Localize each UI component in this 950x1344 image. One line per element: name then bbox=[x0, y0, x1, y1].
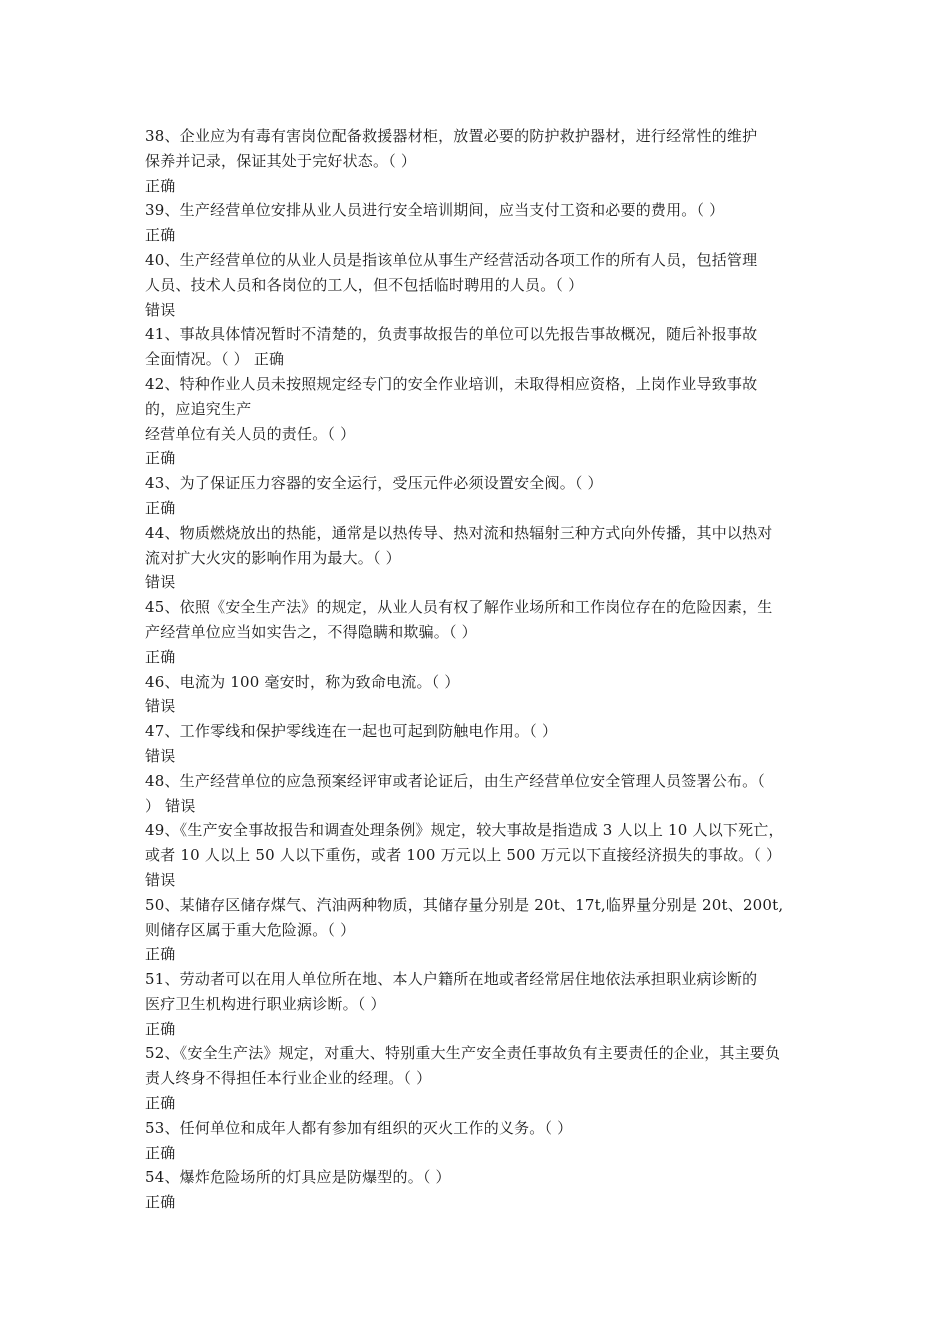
text-line: ） 错误 bbox=[145, 796, 196, 815]
text-line: 医疗卫生机构进行职业病诊断。（ ） bbox=[145, 994, 386, 1013]
answer-line: 正确 bbox=[145, 498, 176, 517]
text-line: 44、物质燃烧放出的热能，通常是以热传导、热对流和热辐射三种方式向外传播，其中以热对 bbox=[145, 523, 773, 542]
answer-line: 正确 bbox=[145, 176, 176, 195]
text-line: 41、事故具体情况暂时不清楚的，负责事故报告的单位可以先报告事故概况，随后补报事故 bbox=[145, 325, 758, 344]
text-line: 50、某储存区储存煤气、汽油两种物质，其储存量分别是 20t、17t,临界量分别是 20t、200t, bbox=[145, 895, 784, 914]
answer-line: 错误 bbox=[145, 573, 176, 592]
text-line: 54、爆炸危险场所的灯具应是防爆型的。（ ） bbox=[145, 1168, 451, 1187]
text-line: 38、企业应为有毒有害岗位配备救援器材柜，放置必要的防护救护器材，进行经常性的维护 bbox=[145, 127, 758, 145]
text-line: 保养并记录，保证其处于完好状态。（ ） bbox=[145, 151, 417, 170]
answer-line: 正确 bbox=[145, 226, 176, 245]
text-line: 51、劳动者可以在用人单位所在地、本人户籍所在地或者经常居住地依法承担职业病诊断的 bbox=[145, 970, 758, 989]
text-line: 或者 10 人以上 50 人以下重伤，或者 100 万元以上 500 万元以下直接经济损失的事故。（ ） bbox=[145, 846, 782, 865]
text-line: 42、特种作业人员未按照规定经专门的安全作业培训，未取得相应资格，上岗作业导致事故 bbox=[145, 374, 758, 393]
text-line: 43、为了保证压力容器的安全运行，受压元件必须设置安全阀。（ ） bbox=[145, 474, 603, 493]
text-line: 全面情况。（ ） 正确 bbox=[145, 350, 285, 369]
answer-line: 正确 bbox=[145, 1143, 176, 1162]
text-line: 经营单位有关人员的责任。（ ） bbox=[145, 424, 356, 443]
answer-line: 错误 bbox=[145, 746, 176, 765]
text-line: 40、生产经营单位的从业人员是指该单位从事生产经营活动各项工作的所有人员，包括管理 bbox=[145, 250, 758, 269]
answer-line: 错误 bbox=[145, 870, 176, 889]
text-line: 47、工作零线和保护零线连在一起也可起到防触电作用。（ ） bbox=[145, 722, 558, 741]
text-line: 产经营单位应当如实告之，不得隐瞒和欺骗。（ ） bbox=[145, 622, 477, 641]
text-line: 53、任何单位和成年人都有参加有组织的灭火工作的义务。（ ） bbox=[145, 1118, 573, 1137]
text-line: 人员、技术人员和各岗位的工人，但不包括临时聘用的人员。（ ） bbox=[145, 275, 584, 294]
answer-line: 错误 bbox=[145, 300, 176, 319]
text-line: 46、电流为 100 毫安时，称为致命电流。（ ） bbox=[145, 672, 460, 691]
answer-line: 正确 bbox=[145, 945, 176, 964]
text-line: 则储存区属于重大危险源。（ ） bbox=[145, 920, 356, 939]
text-line: 39、生产经营单位安排从业人员进行安全培训期间，应当支付工资和必要的费用。（ ） bbox=[145, 201, 725, 220]
text-line: 48、生产经营单位的应急预案经评审或者论证后，由生产经营单位安全管理人员签署公布。（ bbox=[145, 771, 765, 790]
answer-line: 正确 bbox=[145, 647, 176, 666]
text-line: 45、依照《安全生产法》的规定，从业人员有权了解作业场所和工作岗位存在的危险因素，生 bbox=[145, 598, 773, 617]
text-line: 49、《生产安全事故报告和调查处理条例》规定，较大事故是指造成 3 人以上 10 人以下死亡， bbox=[145, 821, 784, 840]
text-line: 责人终身不得担任本行业企业的经理。（ ） bbox=[145, 1069, 432, 1088]
answer-line: 正确 bbox=[145, 1193, 176, 1212]
text-line: 52、《安全生产法》规定，对重大、特别重大生产安全责任事故负有主要责任的企业，其主要负 bbox=[145, 1044, 781, 1063]
text-line: 的，应追究生产 bbox=[145, 399, 252, 418]
answer-line: 错误 bbox=[145, 697, 176, 716]
answer-line: 正确 bbox=[145, 1094, 176, 1113]
answer-line: 正确 bbox=[145, 449, 176, 468]
answer-line: 正确 bbox=[145, 1019, 176, 1038]
text-line: 流对扩大火灾的影响作用为最大。（ ） bbox=[145, 548, 401, 567]
document-body bbox=[145, 124, 810, 1215]
